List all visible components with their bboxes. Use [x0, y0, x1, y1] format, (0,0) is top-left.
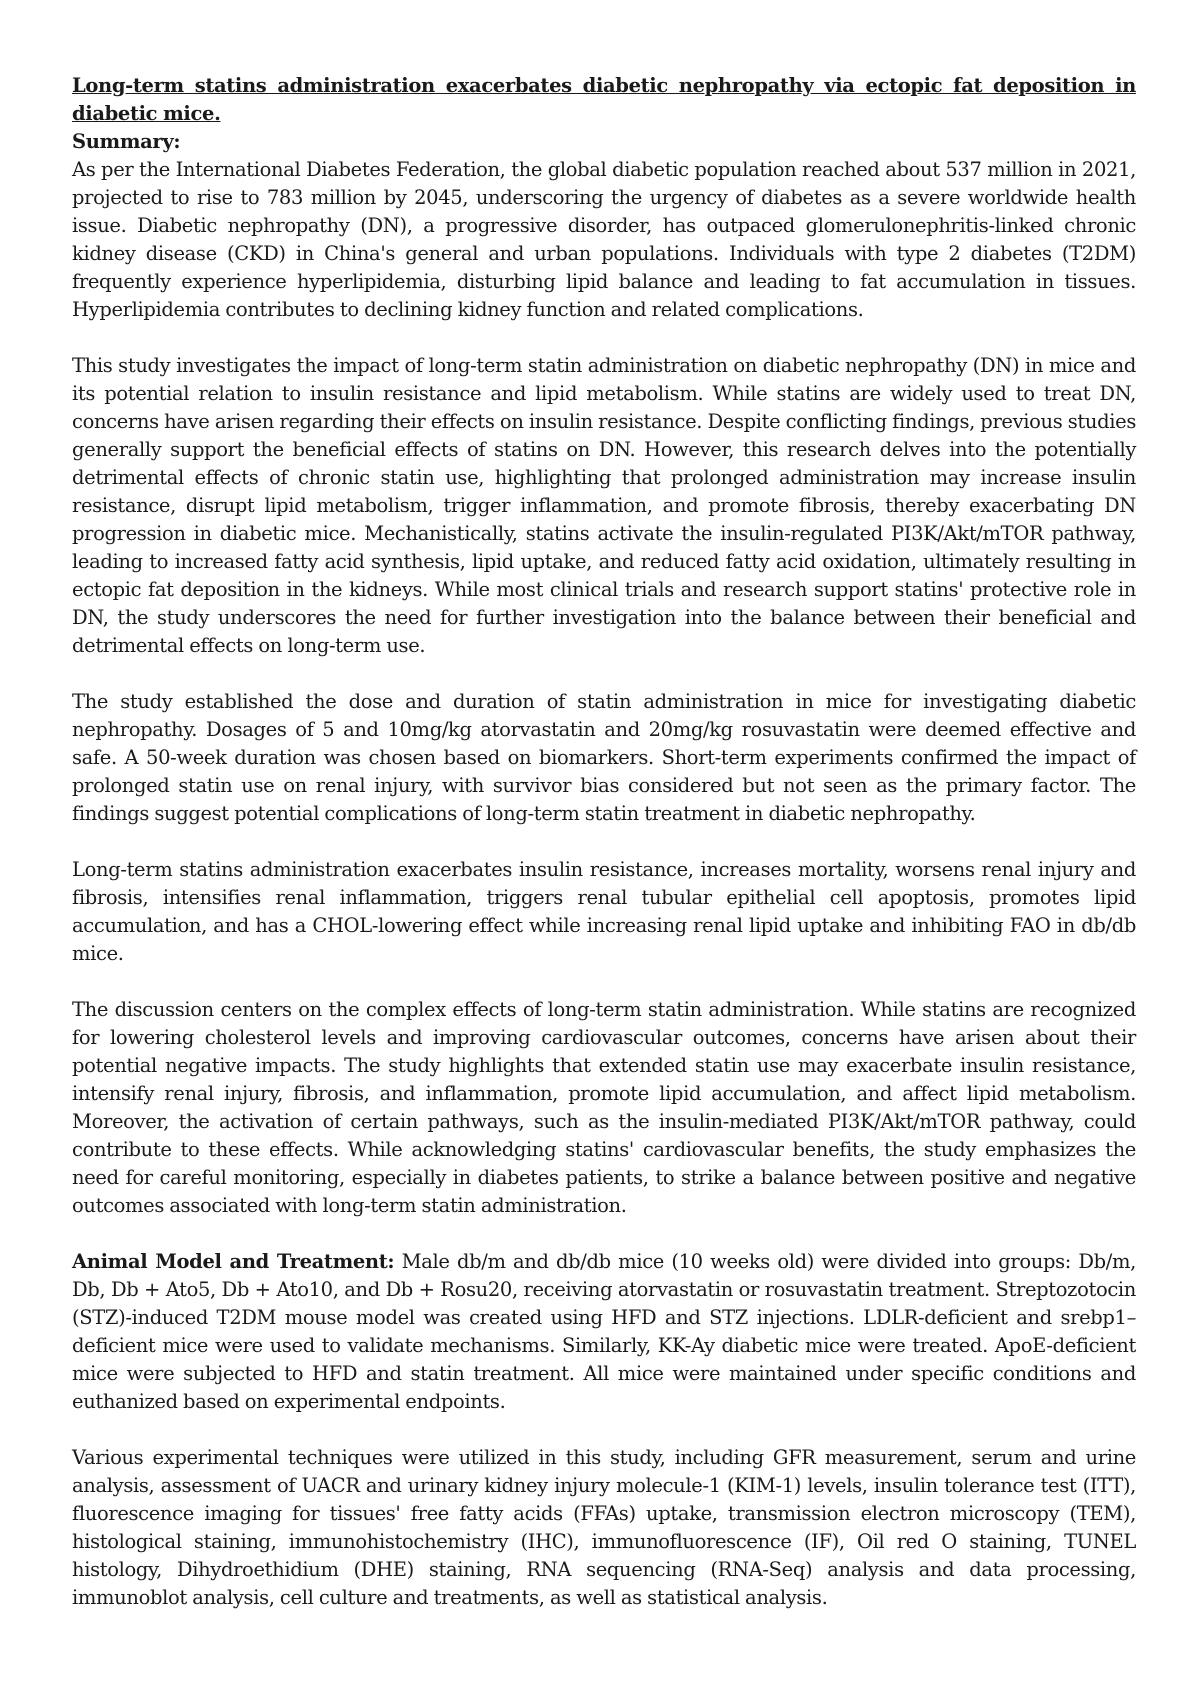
animal-model-text: Male db/m and db/db mice (10 weeks old) were divided into groups: Db/m, Db, Db + Ato5, Db + Ato10, and Db + Rosu20, receiving atorvastatin or rosuvastatin treatment. Streptozotocin (STZ)-induced T2DM mouse model was created using HFD and STZ injections. LDLR-deficient and srebp1–deficient mice were used to validate mechanisms. Similarly, KK-Ay diabetic mice were treated. ApoE-deficient mice were subjected to HFD and statin treatment. All mice were maintained under specific conditions and euthanized based on experimental endpoints. [72, 1250, 1136, 1413]
paragraph-animal-model [72, 1248, 1136, 1416]
animal-model-heading: Animal Model and Treatment: [72, 1250, 395, 1273]
paragraph-study-overview: This study investigates the impact of long-term statin administration on diabetic nephropathy (DN) in mice and its potential relation to insulin resistance and lipid metabolism. While statins are widely used to treat DN, concerns have arisen regarding their effects on insulin resistance. Despite conflicting findings, previous studies generally support the beneficial effects of statins on DN. However, this research delves into the potentially detrimental effects of chronic statin use, highlighting that prolonged administration may increase insulin resistance, disrupt lipid metabolism, trigger inflammation, and promote fibrosis, thereby exacerbating DN progression in diabetic mice. Mechanistically, statins activate the insulin-regulated PI3K/Akt/mTOR pathway, leading to increased fatty acid synthesis, lipid uptake, and reduced fatty acid oxidation, ultimately resulting in ectopic fat deposition in the kidneys. While most clinical trials and research support statins' protective role in DN, the study underscores the need for further investigation into the balance between their beneficial and detrimental effects on long-term use. [72, 354, 1136, 657]
document-title: Long-term statins administration exacerbates diabetic nephropathy via ectopic fat deposition in diabetic mice. [72, 74, 1136, 125]
paragraph-methods: Various experimental techniques were utilized in this study, including GFR measurement, serum and urine analysis, assessment of UACR and urinary kidney injury molecule-1 (KIM-1) levels, insulin tolerance test (ITT), fluorescence imaging for tissues' free fatty acids (FFAs) uptake, transmission electron microscopy (TEM), histological staining, immunohistochemistry (IHC), immunofluorescence (IF), Oil red O staining, TUNEL histology, Dihydroethidium (DHE) staining, RNA sequencing (RNA-Seq) analysis and data processing, immunoblot analysis, cell culture and treatments, as well as statistical analysis. [72, 1446, 1136, 1609]
paragraph-discussion: The discussion centers on the complex effects of long-term statin administration. While statins are recognized for lowering cholesterol levels and improving cardiovascular outcomes, concerns have arisen about their potential negative impacts. The study highlights that extended statin use may exacerbate insulin resistance, intensify renal injury, fibrosis, and inflammation, promote lipid accumulation, and affect lipid metabolism. Moreover, the activation of certain pathways, such as the insulin-mediated PI3K/Akt/mTOR pathway, could contribute to these effects. While acknowledging statins' cardiovascular benefits, the study emphasizes the need for careful monitoring, especially in diabetes patients, to strike a balance between positive and negative outcomes associated with long-term statin administration. [72, 998, 1136, 1217]
document-page [72, 72, 1136, 1640]
paragraph-dose-duration: The study established the dose and duration of statin administration in mice for investigating diabetic nephropathy. Dosages of 5 and 10mg/kg atorvastatin and 20mg/kg rosuvastatin were deemed effective and safe. A 50-week duration was chosen based on biomarkers. Short-term experiments confirmed the impact of prolonged statin use on renal injury, with survivor bias considered but not seen as the primary factor. The findings suggest potential complications of long-term statin treatment in diabetic nephropathy. [72, 690, 1136, 825]
paragraph-intro: As per the International Diabetes Federation, the global diabetic population reached about 537 million in 2021, projected to rise to 783 million by 2045, underscoring the urgency of diabetes as a severe worldwide health issue. Diabetic nephropathy (DN), a progressive disorder, has outpaced glomerulonephritis-linked chronic kidney disease (CKD) in China's general and urban populations. Individuals with type 2 diabetes (T2DM) frequently experience hyperlipidemia, disturbing lipid balance and leading to fat accumulation in tissues. Hyperlipidemia contributes to declining kidney function and related complications. [72, 158, 1136, 321]
paragraph-findings: Long-term statins administration exacerbates insulin resistance, increases mortality, worsens renal injury and fibrosis, intensifies renal inflammation, triggers renal tubular epithelial cell apoptosis, promotes lipid accumulation, and has a CHOL-lowering effect while increasing renal lipid uptake and inhibiting FAO in db/db mice. [72, 858, 1136, 965]
summary-heading: Summary: [72, 130, 181, 153]
